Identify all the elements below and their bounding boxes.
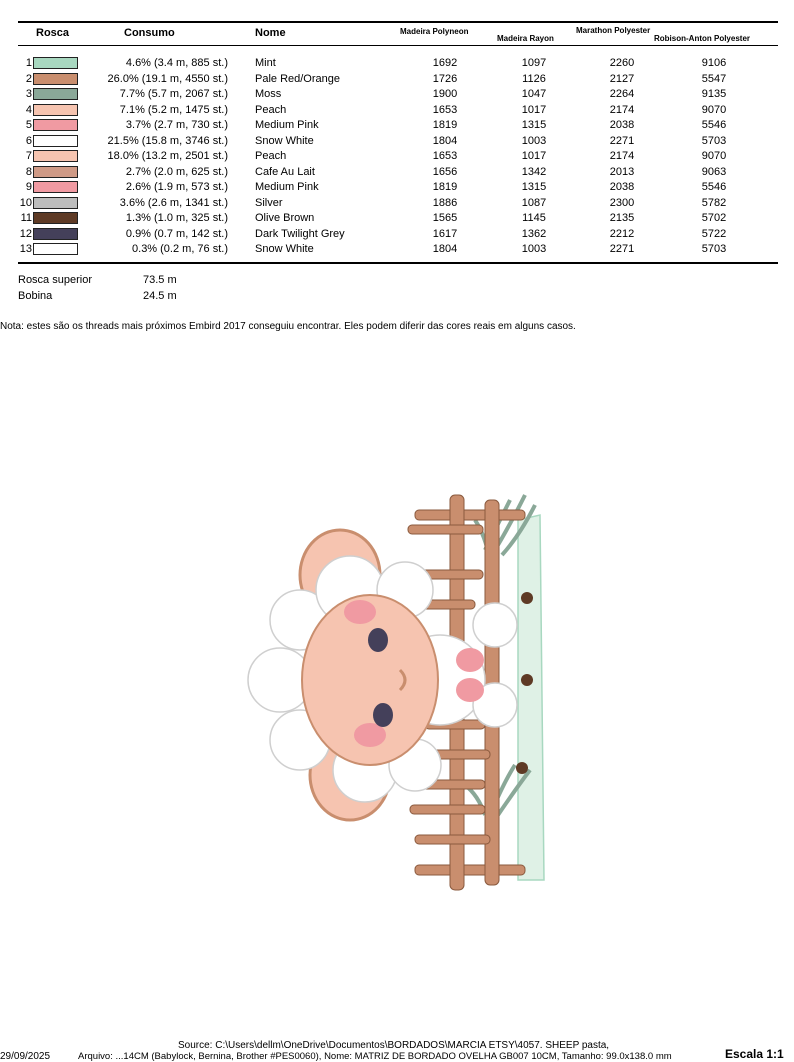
row-number: 10 <box>19 196 32 209</box>
row-number: 8 <box>25 165 32 178</box>
row-madeira-rayon: 1342 <box>521 165 547 178</box>
row-marathon: 2135 <box>609 212 635 224</box>
hoof-dark-bottom <box>516 762 528 774</box>
row-robison: 5703 <box>701 134 727 147</box>
hoof-bottom <box>456 678 484 702</box>
summary-bobbin-label: Bobina <box>18 290 53 302</box>
row-madeira-rayon: 1047 <box>521 88 547 100</box>
row-nome: Snow White <box>255 243 314 255</box>
table-row <box>0 165 794 181</box>
row-nome: Snow White <box>255 134 314 147</box>
header-madeira-rayon: Madeira Rayon <box>497 34 554 43</box>
color-swatch <box>33 88 78 100</box>
row-number: 11 <box>20 212 32 224</box>
row-madeira-rayon: 1145 <box>522 212 546 224</box>
row-madeira-rayon: 1362 <box>521 227 547 240</box>
row-madeira-polyneon: 1617 <box>432 227 458 240</box>
row-consumo: 0.3% (0.2 m, 76 st.) <box>132 243 228 255</box>
row-robison: 5547 <box>701 72 727 85</box>
row-madeira-polyneon: 1900 <box>432 88 458 100</box>
row-madeira-rayon: 1126 <box>522 72 546 85</box>
row-robison: 5702 <box>701 212 727 224</box>
row-madeira-polyneon: 1819 <box>432 181 458 193</box>
color-swatch <box>33 73 78 85</box>
color-swatch <box>33 104 78 116</box>
header-rosca: Rosca <box>36 27 70 39</box>
row-nome: Cafe Au Lait <box>255 165 315 178</box>
table-row <box>0 227 794 243</box>
row-consumo: 0.9% (0.7 m, 142 st.) <box>125 227 228 240</box>
row-nome: Peach <box>255 103 287 116</box>
row-robison: 9135 <box>701 88 727 100</box>
row-number: 9 <box>25 181 32 193</box>
row-marathon: 2300 <box>609 196 635 209</box>
row-madeira-polyneon: 1726 <box>432 72 458 85</box>
row-marathon: 2264 <box>609 88 635 100</box>
row-number: 2 <box>25 72 32 85</box>
row-madeira-polyneon: 1565 <box>432 212 458 224</box>
row-marathon: 2013 <box>609 165 635 178</box>
eye-top <box>368 628 388 652</box>
top-rule <box>18 21 778 23</box>
color-swatch <box>33 228 78 240</box>
color-swatch <box>33 197 78 209</box>
hoof-top <box>456 648 484 672</box>
footer-date: 29/09/2025 <box>0 1051 51 1062</box>
row-madeira-rayon: 1315 <box>521 181 547 193</box>
footer-source: Source: C:\Users\dellm\OneDrive\Documentos\BORDADOS\MARCIA ETSY\4057. SHEEP pasta, <box>178 1040 610 1051</box>
row-consumo: 26.0% (19.1 m, 4550 st.) <box>107 72 228 85</box>
row-consumo: 3.6% (2.6 m, 1341 st.) <box>119 196 228 209</box>
header-nome: Nome <box>255 27 286 39</box>
row-robison: 5722 <box>701 227 727 240</box>
row-consumo: 1.3% (1.0 m, 325 st.) <box>125 212 228 224</box>
table-row <box>0 196 794 212</box>
row-number: 3 <box>25 88 32 100</box>
row-nome: Peach <box>255 150 287 162</box>
row-consumo: 7.1% (5.2 m, 1475 st.) <box>119 103 228 116</box>
row-madeira-polyneon: 1692 <box>432 57 458 69</box>
row-madeira-polyneon: 1804 <box>432 134 458 147</box>
table-row <box>0 180 794 196</box>
color-swatch <box>33 57 78 69</box>
row-marathon: 2174 <box>609 103 635 116</box>
color-swatch <box>33 150 78 162</box>
row-marathon: 2260 <box>609 57 635 69</box>
row-consumo: 2.7% (2.0 m, 625 st.) <box>125 165 228 178</box>
row-madeira-polyneon: 1819 <box>432 119 458 131</box>
cheek-top <box>344 600 376 624</box>
row-madeira-polyneon: 1804 <box>432 243 458 255</box>
hoof-dark-middle <box>521 674 533 686</box>
row-madeira-rayon: 1017 <box>521 150 547 162</box>
color-swatch <box>33 212 78 224</box>
row-nome: Medium Pink <box>255 119 319 131</box>
row-number: 1 <box>25 57 32 69</box>
row-robison: 5703 <box>701 243 727 255</box>
footer-scale: Escala 1:1 <box>725 1047 784 1061</box>
table-row <box>0 242 794 258</box>
row-marathon: 2271 <box>609 134 635 147</box>
table-row <box>0 134 794 150</box>
row-madeira-polyneon: 1886 <box>432 196 458 209</box>
table-row <box>0 118 794 134</box>
row-nome: Moss <box>255 88 282 100</box>
row-marathon: 2271 <box>609 243 635 255</box>
row-consumo: 3.7% (2.7 m, 730 st.) <box>125 119 228 131</box>
header-consumo: Consumo <box>124 27 175 39</box>
row-nome: Dark Twilight Grey <box>255 227 345 240</box>
row-number: 13 <box>19 243 32 255</box>
color-swatch <box>33 243 78 255</box>
row-madeira-rayon: 1087 <box>521 196 547 209</box>
row-number: 7 <box>25 150 32 162</box>
row-number: 4 <box>25 103 32 116</box>
row-nome: Pale Red/Orange <box>255 72 340 85</box>
bottom-rule <box>18 262 778 264</box>
header-madeira-polyneon: Madeira Polyneon <box>400 27 469 36</box>
row-robison: 9070 <box>701 103 727 116</box>
row-robison: 9070 <box>701 150 727 162</box>
table-row <box>0 72 794 88</box>
row-marathon: 2127 <box>609 72 635 85</box>
row-robison: 5782 <box>701 196 727 209</box>
color-swatch <box>33 119 78 131</box>
row-number: 12 <box>19 227 32 240</box>
row-consumo: 18.0% (13.2 m, 2501 st.) <box>107 150 228 162</box>
row-number: 5 <box>25 119 32 131</box>
row-marathon: 2212 <box>609 227 635 240</box>
row-robison: 5546 <box>701 119 727 131</box>
row-marathon: 2038 <box>609 181 635 193</box>
table-row <box>0 149 794 165</box>
hoof-dark-top <box>521 592 533 604</box>
row-nome: Silver <box>255 196 283 209</box>
row-consumo: 21.5% (15.8 m, 3746 st.) <box>107 134 228 147</box>
row-robison: 9106 <box>701 57 727 69</box>
summary-top-label: Rosca superior <box>18 274 92 286</box>
table-row <box>0 211 794 227</box>
row-madeira-polyneon: 1653 <box>432 150 458 162</box>
color-swatch <box>33 135 78 147</box>
row-madeira-rayon: 1315 <box>521 119 547 131</box>
row-robison: 9063 <box>701 165 727 178</box>
row-number: 6 <box>25 134 32 147</box>
table-row <box>0 103 794 119</box>
row-marathon: 2174 <box>609 150 635 162</box>
color-swatch <box>33 166 78 178</box>
embroidery-preview <box>240 480 560 900</box>
footer-file: Arquivo: ...14CM (Babylock, Bernina, Brother #PES0060), Nome: MATRIZ DE BORDADO OVELHA GB007 10CM, Tamanho: 99.0x138.0 mm <box>78 1051 672 1062</box>
row-madeira-rayon: 1017 <box>521 103 547 116</box>
header-rule <box>18 45 778 46</box>
row-consumo: 4.6% (3.4 m, 885 st.) <box>125 57 228 69</box>
summary-top-value: 73.5 m <box>143 274 177 286</box>
row-marathon: 2038 <box>609 119 635 131</box>
row-consumo: 2.6% (1.9 m, 573 st.) <box>125 181 228 193</box>
note-text: Nota: estes são os threads mais próximos Embird 2017 conseguiu encontrar. Eles podem diferir das cores reais em alguns casos. <box>0 321 576 332</box>
eye-bottom <box>373 703 393 727</box>
table-row <box>0 87 794 103</box>
row-nome: Medium Pink <box>255 181 319 193</box>
row-robison: 5546 <box>701 181 727 193</box>
table-row <box>0 56 794 72</box>
row-madeira-polyneon: 1653 <box>432 103 458 116</box>
summary-bobbin-value: 24.5 m <box>143 290 177 302</box>
row-consumo: 7.7% (5.7 m, 2067 st.) <box>119 88 228 100</box>
row-madeira-rayon: 1003 <box>521 243 547 255</box>
row-nome: Mint <box>255 57 276 69</box>
row-madeira-rayon: 1097 <box>521 57 547 69</box>
color-swatch <box>33 181 78 193</box>
row-madeira-polyneon: 1656 <box>432 165 458 178</box>
row-nome: Olive Brown <box>255 212 315 224</box>
header-robison: Robison-Anton Polyester <box>654 34 751 43</box>
header-marathon: Marathon Polyester <box>576 26 651 35</box>
row-madeira-rayon: 1003 <box>521 134 547 147</box>
